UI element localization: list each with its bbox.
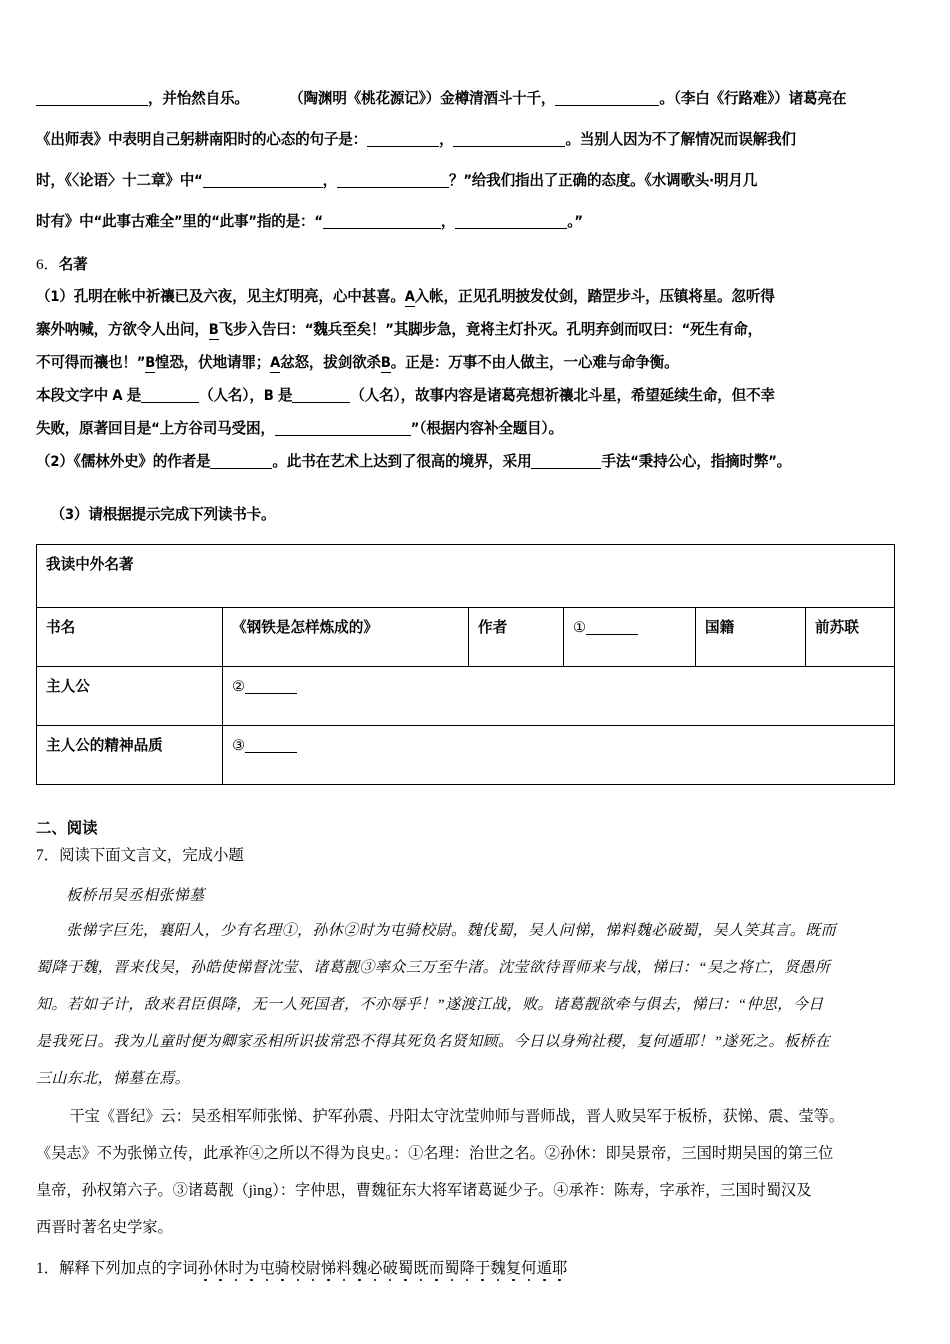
emphasis-dot-char: 破 [382, 1260, 398, 1277]
table-row [37, 726, 895, 785]
fib-line1-b: （陶渊明《桃花源记》）金樽清酒斗十千， [289, 90, 556, 107]
marker-a-1: A [404, 288, 415, 305]
commentary-line-1: 干宝《晋纪》云：吴丞相军师张悌、护军孙震、丹阳太守沈莹帅师与晋师战，晋人败吴军于板桥，获悌、震、莹等。 [69, 1108, 844, 1125]
q6p1-ans2-b: ”（根据内容补全题目）。 [410, 420, 563, 437]
emphasis-dot-char: 悌 [320, 1260, 337, 1277]
q6p1-ans-c: （人名），故事内容是诸葛亮想祈禳北斗星，希望延续生命，但不幸 [350, 387, 775, 404]
sub-question-1 [36, 1254, 898, 1284]
answer-blank-1[interactable] [586, 620, 638, 635]
reading-card-table [36, 544, 895, 785]
passage-title: 板桥吊吴丞相张悌墓 [66, 888, 205, 904]
sub-question-1-dotted-text [198, 1260, 568, 1277]
q6p1-seg4: 飞步入告曰：“魏兵至矣！”其脚步急，竟将主灯扑灭。孔明弃剑而叹曰：“死生有命， [218, 321, 763, 338]
q6p1-ans2-a: 失败，原著回目是“上方谷司马受困， [36, 420, 275, 437]
emphasis-dot-char: 蜀 [397, 1260, 414, 1277]
cell-spirit-label: 主人公的精神品质 [37, 726, 223, 785]
emphasis-dot-char: 既 [413, 1260, 429, 1277]
question6-number: 6． [36, 256, 59, 273]
q6p1-ans-b: （人名），B 是 [199, 387, 293, 404]
marker-b-2: B [145, 354, 155, 371]
question6-part1-passage [36, 280, 898, 445]
classical-passage [36, 913, 898, 1098]
q6p2-label: （2） [36, 453, 74, 470]
emphasis-dot-char: 屯 [259, 1260, 275, 1277]
card-title-cell: 我读中外名著 [37, 545, 895, 608]
q6p1-seg2: 入帐，正见孔明披发仗剑，踏罡步斗，压镇将星。忽听得 [414, 288, 775, 305]
answer-blank-3[interactable] [245, 738, 297, 753]
section2-heading: 二、阅读 [36, 819, 98, 837]
cell-book-label: 书名 [37, 608, 223, 667]
commentary-block [36, 1098, 898, 1246]
question6-title: 名著 [58, 256, 88, 273]
emphasis-dot-char: 魏 [490, 1260, 506, 1277]
answer-blank-2[interactable] [245, 679, 297, 694]
q6p1-seg1: 孔明在帐中祈禳已及六夜，见主灯明亮，心中甚喜。 [73, 288, 405, 305]
cell-author-answer[interactable] [564, 608, 696, 667]
fib-line2-b: ， [439, 131, 454, 148]
q6p1-seg5: 不可得而禳也！” [36, 354, 146, 371]
fib-line1-c: 。（李白《行路难》）诸葛亮在 [659, 90, 847, 107]
fib-line3-c: ？”给我们指出了正确的态度。《水调歌头·明月几 [448, 172, 758, 189]
q6p2-a: 《儒林外史》的作者是 [73, 453, 211, 470]
question7-prompt: 阅读下面文言文，完成小题 [59, 847, 244, 864]
marker-3: ③ [232, 737, 246, 754]
emphasis-dot-char: 遁 [536, 1260, 552, 1277]
passage-line-4: 是我死日。我为儿童时便为卿家丞相所识拔常恐不得其死负名贤知顾。今日以身殉社稷，复何遁耶！”遂死之。板桥在 [36, 1034, 831, 1050]
cell-author-label: 作者 [469, 608, 564, 667]
table-row [37, 608, 895, 667]
emphasis-dot-char: 于 [474, 1260, 491, 1277]
marker-b-3: B [380, 354, 391, 371]
q6p1-label: （1） [36, 288, 74, 305]
question7-number: 7． [36, 847, 60, 864]
table-row [37, 667, 895, 726]
emphasis-dot-char: 为 [243, 1260, 260, 1277]
cell-protagonist-label: 主人公 [37, 667, 223, 726]
passage-line-3: 知。若如子计，敌来君臣俱降，无一人死国者，不亦辱乎！”遂渡江战，败。诸葛靓欲牵与俱去，悌曰：“仲思，今日 [36, 997, 824, 1013]
question6-part2 [36, 445, 898, 478]
emphasis-dot-char: 必 [367, 1260, 383, 1277]
fib-line1-a: ，并怡然自乐。 [148, 90, 249, 107]
passage-line-1: 张悌字巨先，襄阳人，少有名理①，孙休②时为屯骑校尉。魏伐蜀，吴人问悌，悌料魏必破蜀，吴人笑其言。既而 [66, 923, 837, 939]
emphasis-dot-char: 耶 [551, 1260, 568, 1277]
marker-2: ② [232, 678, 246, 695]
fib-line2-c: 。当别人因为不了解情况而误解我们 [565, 131, 796, 148]
fill-in-blank-block [36, 78, 898, 242]
commentary-line-4: 西晋时著名史学家。 [36, 1219, 173, 1236]
q6p1-ans-a: 本段文字中 A 是 [36, 387, 142, 404]
emphasis-dot-char: 校 [290, 1260, 306, 1277]
q6p3-text: 请根据提示完成下列读书卡。 [88, 506, 276, 523]
marker-b-1: B [208, 321, 219, 338]
marker-a-2: A [270, 354, 281, 371]
emphasis-dot-char: 何 [521, 1260, 537, 1277]
sub-question-1-prefix: 解释下列加点的字词 [59, 1260, 198, 1277]
question6-part3 [36, 500, 898, 530]
emphasis-dot-char: 料 [336, 1260, 352, 1277]
question6-heading [36, 250, 898, 280]
fib-line4-a: 时有》中“此事古难全”里的“此事”指的是：“ [36, 213, 323, 230]
question7-prompt-line [36, 841, 898, 871]
emphasis-dot-char: 降 [459, 1260, 475, 1277]
fib-line4-b: ， [440, 213, 456, 230]
emphasis-dot-char: 尉 [305, 1260, 321, 1277]
emphasis-dot-char: 孙 [197, 1260, 214, 1277]
fib-line3-a: 时，《〈论语〉十二章》中“ [36, 172, 203, 189]
cell-nationality-label: 国籍 [696, 608, 806, 667]
q6p2-c: 手法“秉持公心，指摘时弊”。 [601, 453, 792, 470]
table-row-header [37, 545, 895, 608]
cell-nationality-value: 前苏联 [806, 608, 895, 667]
q6p3-label: （3） [50, 506, 89, 523]
cell-protagonist-answer[interactable] [223, 667, 895, 726]
fib-line3-b: ， [322, 172, 337, 189]
marker-1: ① [573, 619, 587, 636]
q6p1-seg7: 忿怒，拔剑欲杀 [280, 354, 381, 371]
emphasis-dot-char: 魏 [351, 1260, 368, 1277]
emphasis-dot-char: 休 [213, 1260, 229, 1277]
passage-line-5: 三山东北，悌墓在焉。 [36, 1071, 191, 1087]
cell-spirit-answer[interactable] [223, 726, 895, 785]
emphasis-dot-char: 蜀 [444, 1260, 460, 1277]
passage-line-2: 蜀降于魏，晋来伐吴，孙皓使悌督沈莹、诸葛靓③率众三万至牛渚。沈莹欲待晋师来与战，悌曰：“吴之将亡，贤愚所 [36, 960, 831, 976]
q6p2-b: 。此书在艺术上达到了很高的境界，采用 [272, 453, 532, 470]
emphasis-dot-char: 而 [428, 1260, 445, 1277]
cell-book-title: 《钢铁是怎样炼成的》 [223, 608, 469, 667]
q6p1-seg8: 。正是：万事不由人做主，一心难与命争衡。 [390, 354, 679, 371]
commentary-line-2: 《吴志》不为张悌立传，此承祚④之所以不得为良史。：①名理：治世之名。②孙休：即吴景帝，三国时期吴国的第三位 [36, 1145, 834, 1162]
fib-line4-c: 。” [567, 213, 583, 230]
fib-line2-a: 《出师表》中表明自己躬耕南阳时的心态的句子是： [36, 131, 368, 148]
emphasis-dot-char: 时 [228, 1260, 244, 1277]
sub-question-1-number: 1． [36, 1260, 60, 1277]
emphasis-dot-char: 复 [505, 1260, 522, 1277]
emphasis-dot-char: 骑 [274, 1260, 291, 1277]
q6p1-seg3: 寨外呐喊，方欲令人出问， [36, 321, 209, 338]
commentary-line-3: 皇帝，孙权第六子。③诸葛靓（jìng）：字仲思，曹魏征东大将军诸葛诞少子。④承祚：陈寿，字承祚，三国时蜀汉及 [36, 1182, 812, 1199]
q6p1-seg6: 惶恐，伏地请罪； [155, 354, 271, 371]
